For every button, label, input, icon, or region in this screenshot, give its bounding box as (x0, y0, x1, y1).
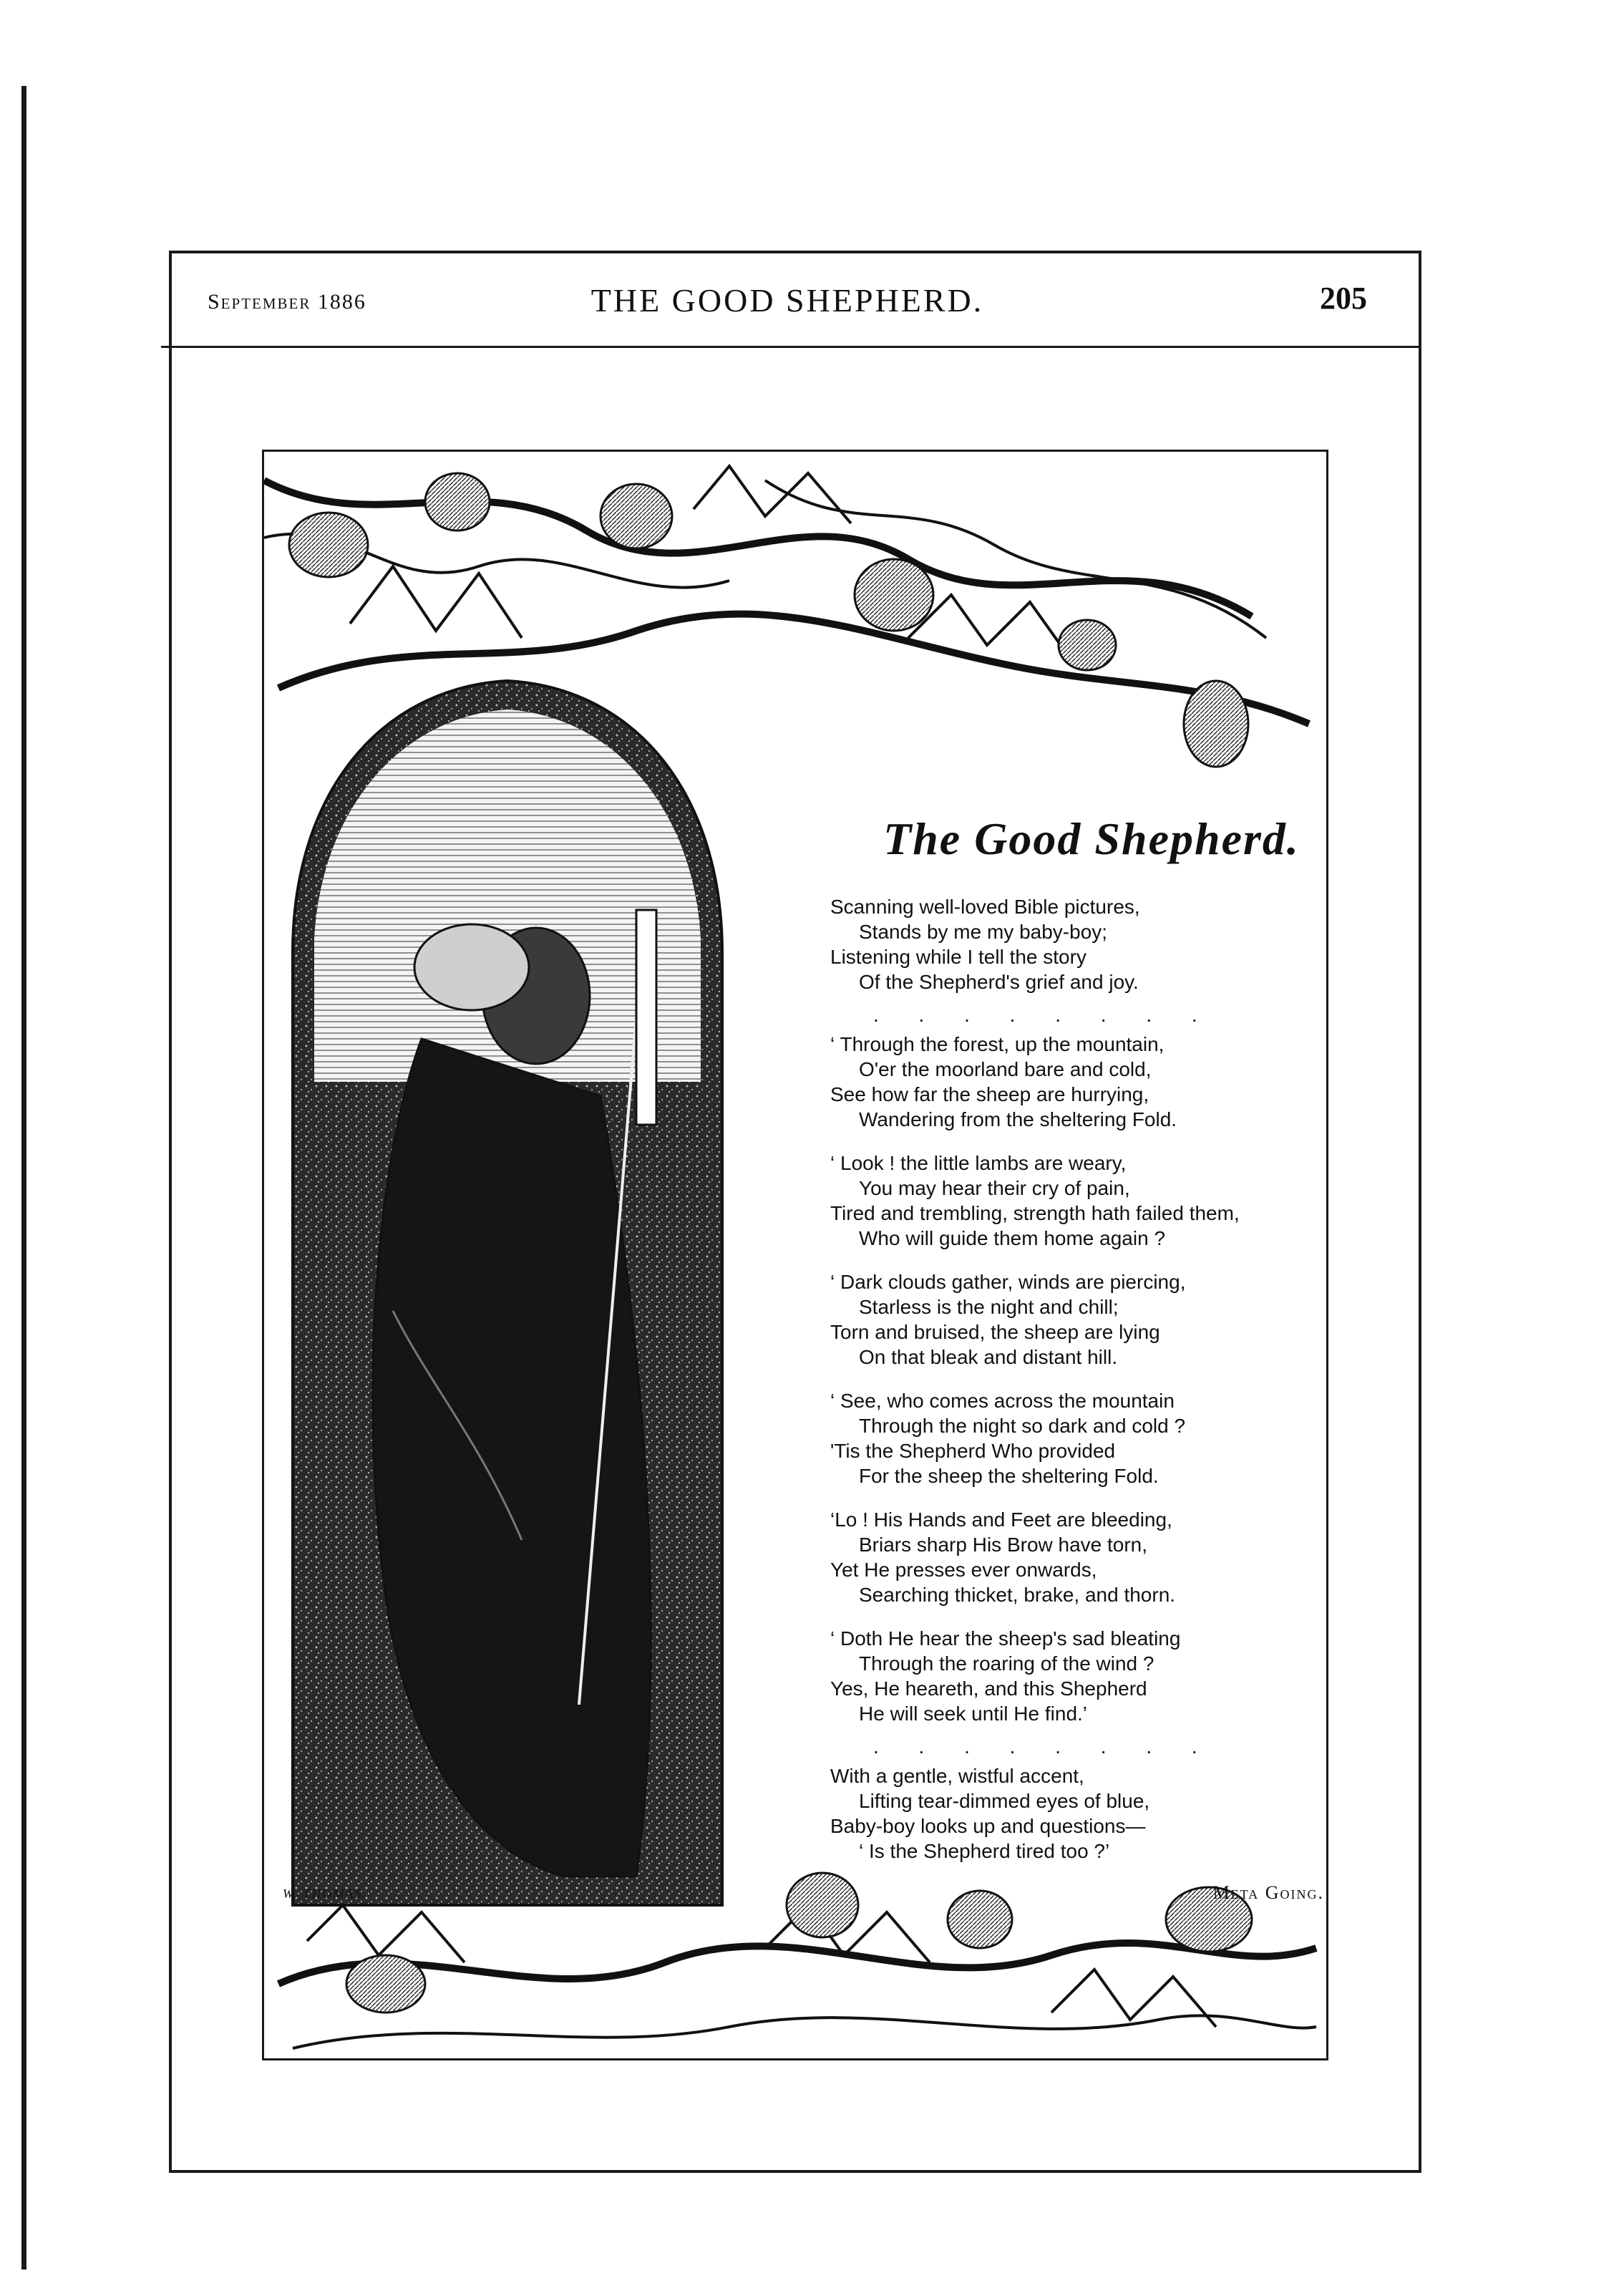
poem-line: See how far the sheep are hurrying, (830, 1083, 1149, 1105)
stanza-8 (830, 1763, 1331, 1864)
poem-line: Who will guide them home again ? (859, 1227, 1166, 1249)
poem-line: You may hear their cry of pain, (859, 1177, 1130, 1199)
stanza-1 (830, 894, 1331, 994)
poem-line: ‘ Doth He hear the sheep's sad bleating (830, 1627, 1181, 1650)
poem-line: Baby-boy looks up and questions— (830, 1815, 1146, 1837)
poem-line: Searching thicket, brake, and thorn. (859, 1584, 1176, 1606)
poem-line: He will seek until He find.’ (859, 1702, 1088, 1725)
poem-author: Meta Going. (1212, 1882, 1324, 1903)
top-thistle-band (264, 466, 1309, 724)
running-head (208, 276, 1367, 333)
ellipsis-divider: . . . . . . . . (873, 1004, 1215, 1026)
poem-line: Listening while I tell the story (830, 946, 1086, 968)
ellipsis-divider: . . . . . . . . (873, 1735, 1215, 1758)
header-date: September 1886 (208, 290, 366, 314)
poem-line: For the sheep the sheltering Fold. (859, 1465, 1159, 1487)
poem-line: Starless is the night and chill; (859, 1296, 1119, 1318)
poem-line: ‘ See, who comes across the mountain (830, 1390, 1175, 1412)
poem-line: Through the roaring of the wind ? (859, 1652, 1154, 1675)
poem (830, 813, 1331, 1904)
stanza-2 (830, 1032, 1331, 1132)
stanza-7 (830, 1626, 1331, 1726)
poem-line: Stands by me my baby-boy; (859, 921, 1108, 943)
poem-line: O'er the moorland bare and cold, (859, 1058, 1152, 1080)
header-title: THE GOOD SHEPHERD. (590, 282, 984, 319)
stanza-6 (830, 1507, 1331, 1607)
stanza-4 (830, 1269, 1331, 1370)
poem-line: ‘ Through the forest, up the mountain, (830, 1033, 1164, 1055)
poem-line: With a gentle, wistful accent, (830, 1765, 1084, 1787)
poem-line: Scanning well-loved Bible pictures, (830, 896, 1140, 918)
poem-line: Briars sharp His Brow have torn, (859, 1534, 1148, 1556)
header-rule (161, 346, 1421, 348)
poem-line: Yes, He heareth, and this Shepherd (830, 1677, 1147, 1700)
stanza-3 (830, 1151, 1331, 1251)
page-number: 205 (1320, 281, 1367, 316)
poem-line: Yet He presses ever onwards, (830, 1559, 1097, 1581)
poem-line: Of the Shepherd's grief and joy. (859, 971, 1139, 993)
poem-line: Wandering from the sheltering Fold. (859, 1108, 1177, 1130)
stanza-5 (830, 1388, 1331, 1488)
poem-line: Torn and bruised, the sheep are lying (830, 1321, 1160, 1343)
binding-edge (21, 86, 26, 2270)
engraver-signature: W. THOMAS. (283, 1886, 367, 1901)
poem-line: Lifting tear-dimmed eyes of blue, (859, 1790, 1150, 1812)
poem-line: Tired and trembling, strength hath failed them, (830, 1202, 1240, 1224)
poem-line: ‘Lo ! His Hands and Feet are bleeding, (830, 1508, 1172, 1531)
poem-title: The Good Shepherd. (883, 813, 1300, 864)
poem-line: On that bleak and distant hill. (859, 1346, 1118, 1368)
poem-line: Through the night so dark and cold ? (859, 1415, 1186, 1437)
poem-line: 'Tis the Shepherd Who provided (830, 1440, 1116, 1462)
poem-line: ‘ Look ! the little lambs are weary, (830, 1152, 1127, 1174)
poem-line: ‘ Is the Shepherd tired too ?’ (859, 1840, 1110, 1862)
poem-line: ‘ Dark clouds gather, winds are piercing, (830, 1271, 1186, 1293)
